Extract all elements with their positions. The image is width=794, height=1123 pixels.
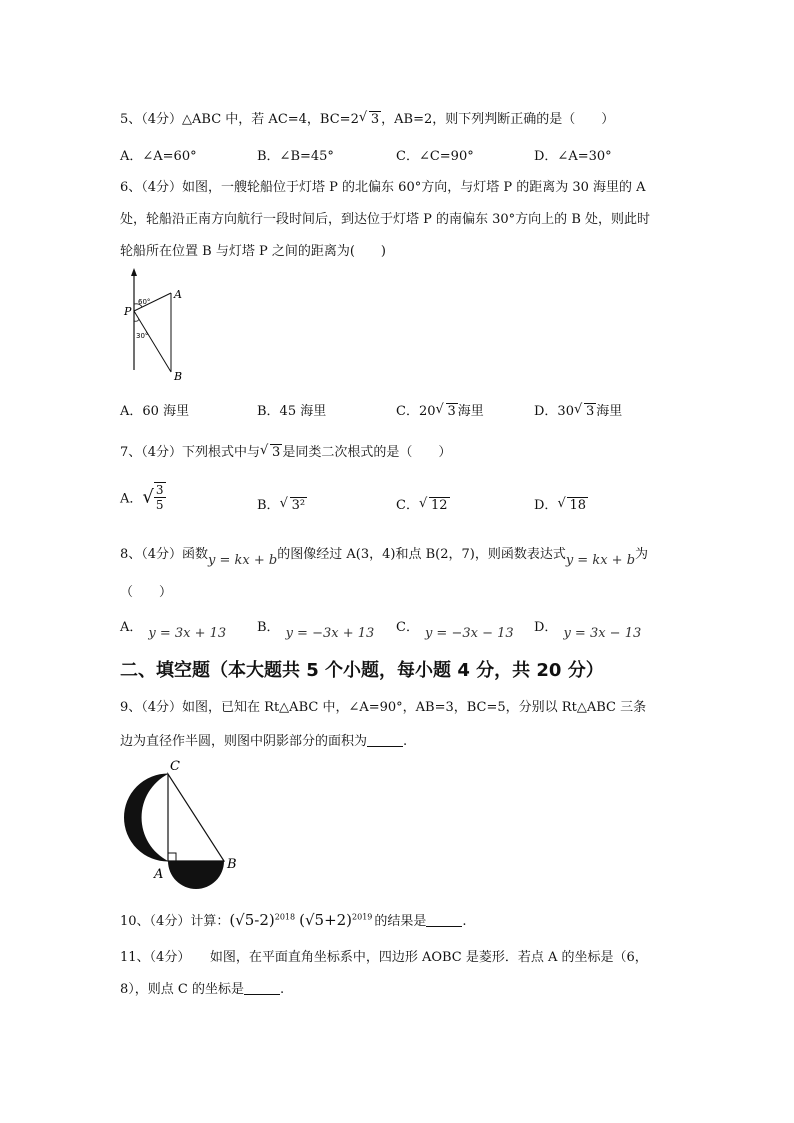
segment-pb bbox=[134, 311, 171, 372]
q7-stem: 7、（4分）下列根式中与 √ 3 是同类二次根式的是（ ） bbox=[120, 443, 452, 460]
q6-line2: 处，轮船沿正南方向航行一段时间后，到达位于灯塔 P 的南偏东 30°方向上的 B 处，则此时 bbox=[120, 212, 651, 227]
q5-option-b: B．∠B=45° bbox=[257, 149, 334, 164]
q8-option-a: A． y = 3x + 13 bbox=[120, 620, 227, 641]
q5-sqrt: √ 3 bbox=[358, 110, 380, 127]
label-60: 60° bbox=[138, 298, 151, 306]
q6-line1: 6、（4分）如图，一艘轮船位于灯塔 P 的北偏东 60°方向，与灯塔 P 的距离为 30 海里的 A bbox=[120, 180, 646, 195]
q11-line2: 8），则点 C 的坐标是 . bbox=[120, 982, 285, 997]
q6-option-b: B．45 海里 bbox=[257, 404, 327, 419]
q7-option-a: A．√ $\frac{3}{5}$ bbox=[120, 483, 164, 512]
q9-figure bbox=[118, 756, 248, 896]
label-30: 30° bbox=[136, 332, 149, 340]
label-a: A bbox=[154, 867, 164, 882]
moon-ab bbox=[168, 861, 224, 889]
angle-30-arc bbox=[134, 319, 139, 321]
q9-line2: 边为直径作半圆，则图中阴影部分的面积为 . bbox=[120, 734, 408, 749]
q5-option-d: D．∠A=30° bbox=[534, 149, 612, 164]
q6-option-c: C．20 √ 3 海里 bbox=[396, 402, 484, 419]
section-2-heading: 二、填空题（本大题共 5 个小题，每小题 4 分，共 20 分） bbox=[120, 660, 604, 681]
moon-ac bbox=[125, 774, 169, 861]
label-b: B bbox=[227, 857, 237, 872]
q6-line3: 轮船所在位置 B 与灯塔 P 之间的距离为( ) bbox=[120, 244, 386, 259]
q11-line1: 11、（4分） 如图，在平面直角坐标系中，四边形 AOBC 是菱形．若点 A 的坐标是（6， bbox=[120, 950, 648, 965]
q7-option-d: D． √ 18 bbox=[534, 496, 586, 513]
q8-line2: （ ） bbox=[120, 585, 173, 600]
q5-stem bbox=[120, 108, 614, 127]
label-b: B bbox=[174, 370, 183, 383]
q10-term1: (√5-2) bbox=[229, 911, 275, 929]
q10-stem: 10、（4分）计算：$(√5-2)^{2018}$ $(√5+2)^{2019}$ 的结果是 . bbox=[120, 911, 467, 929]
label-a: A bbox=[174, 288, 182, 301]
label-p: P bbox=[124, 305, 132, 318]
q8-option-b: B． y = −3x + 13 bbox=[257, 620, 375, 641]
q6-figure bbox=[118, 266, 198, 386]
q8-option-d: D． y = 3x − 13 bbox=[534, 620, 642, 641]
q6-option-d: D．30 √ 3 海里 bbox=[534, 402, 623, 419]
q7-option-c: C． √ 12 bbox=[396, 496, 448, 513]
triangle-abc bbox=[168, 774, 224, 861]
q8-option-c: C． y = −3x − 13 bbox=[396, 620, 514, 641]
label-c: C bbox=[170, 759, 180, 774]
q5-option-c: C．∠C=90° bbox=[396, 149, 474, 164]
q5-option-a: A．∠A=60° bbox=[120, 149, 197, 164]
q5-stem-b: ，AB=2，则下列判断正确的是（ ） bbox=[381, 112, 615, 127]
q10-term2: (√5+2) bbox=[299, 911, 353, 929]
north-arrow-head bbox=[131, 268, 137, 276]
q9-line1: 9、（4分）如图，已知在 Rt△ABC 中，∠A=90°，AB=3，BC=5，分别以 Rt△ABC 三条 bbox=[120, 700, 647, 715]
q5-stem-a: 5、（4分）△ABC 中，若 AC=4，BC=2 bbox=[120, 112, 359, 127]
q8-stem: 8、（4分）函数y = kx + b的图像经过 A(3，4)和点 B(2，7)，则函数表达式y = kx + b为 bbox=[120, 547, 649, 568]
q7-option-b: B． √ 3² bbox=[257, 496, 306, 513]
q6-option-a: A．60 海里 bbox=[120, 404, 190, 419]
